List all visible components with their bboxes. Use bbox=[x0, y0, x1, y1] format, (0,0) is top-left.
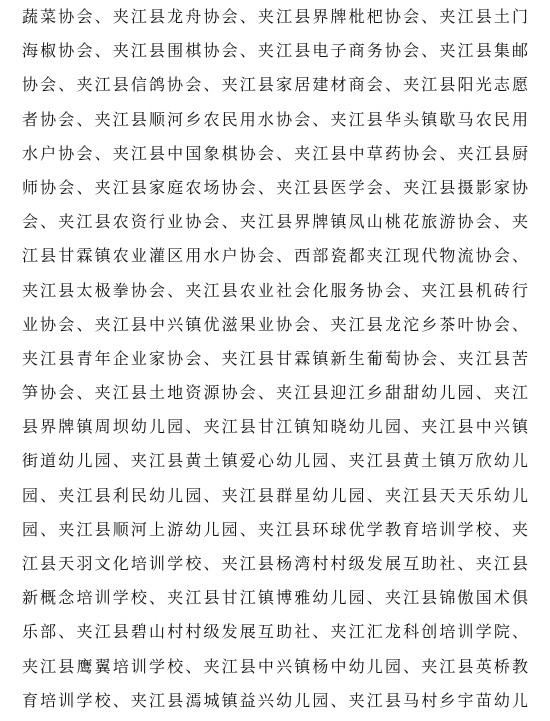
text-line: 县界牌镇周坝幼儿园、夹江县甘江镇知晓幼儿园、夹江县中兴镇 bbox=[22, 417, 528, 437]
document-body bbox=[22, 0, 528, 721]
text-line: 新概念培训学校、夹江县甘江镇博雅幼儿园、夹江县锦傲国术俱 bbox=[22, 588, 528, 608]
text-line: 者协会、夹江县顺河乡农民用水协会、夹江县华头镇歇马农民用 bbox=[22, 109, 528, 129]
text-line: 协会、夹江县信鸽协会、夹江县家居建材商会、夹江县阳光志愿 bbox=[22, 75, 528, 95]
text-line: 夹江县鹰翼培训学校、夹江县中兴镇杨中幼儿园、夹江县英桥教 bbox=[22, 656, 528, 676]
text-line: 海椒协会、夹江县围棋协会、夹江县电子商务协会、夹江县集邮 bbox=[22, 41, 528, 61]
text-line: 师协会、夹江县家庭农场协会、夹江县医学会、夹江县摄影家协 bbox=[22, 177, 528, 197]
text-line: 水户协会、夹江县中国象棋协会、夹江县中草药协会、夹江县厨 bbox=[22, 143, 528, 163]
text-line: 蔬菜协会、夹江县龙舟协会、夹江县界牌枇杷协会、夹江县土门 bbox=[22, 7, 528, 26]
text-line: 会、夹江县农资行业协会、夹江县界牌镇凤山桃花旅游协会、夹 bbox=[22, 212, 528, 232]
text-line: 乐部、夹江县碧山村村级发展互助社、夹江汇龙科创培训学院、 bbox=[22, 622, 528, 642]
text-line: 街道幼儿园、夹江县黄土镇爱心幼儿园、夹江县黄土镇万欣幼儿 bbox=[22, 451, 528, 471]
text-line: 江县甘霖镇农业灌区用水户协会、西部瓷都夹江现代物流协会、 bbox=[22, 246, 528, 266]
text-line: 园、夹江县利民幼儿园、夹江县群星幼儿园、夹江县天天乐幼儿 bbox=[22, 485, 528, 505]
text-line: 夹江县青年企业家协会、夹江县甘霖镇新生葡萄协会、夹江县苦 bbox=[22, 348, 528, 368]
text-line: 育培训学校、夹江县漹城镇益兴幼儿园、夹江县马村乡宇苗幼儿 bbox=[22, 690, 528, 710]
text-line: 业协会、夹江县中兴镇优滋果业协会、夹江县龙沱乡茶叶协会、 bbox=[22, 314, 528, 334]
text-line: 笋协会、夹江县土地资源协会、夹江县迎江乡甜甜幼儿园、夹江 bbox=[22, 383, 528, 403]
text-line: 夹江县太极拳协会、夹江县农业社会化服务协会、夹江县机砖行 bbox=[22, 280, 528, 300]
text-line: 江县天羽文化培训学校、夹江县杨湾村村级发展互助社、夹江县 bbox=[22, 554, 528, 573]
text-line: 园、夹江县顺河上游幼儿园、夹江县环球优学教育培训学校、夹 bbox=[22, 519, 528, 539]
